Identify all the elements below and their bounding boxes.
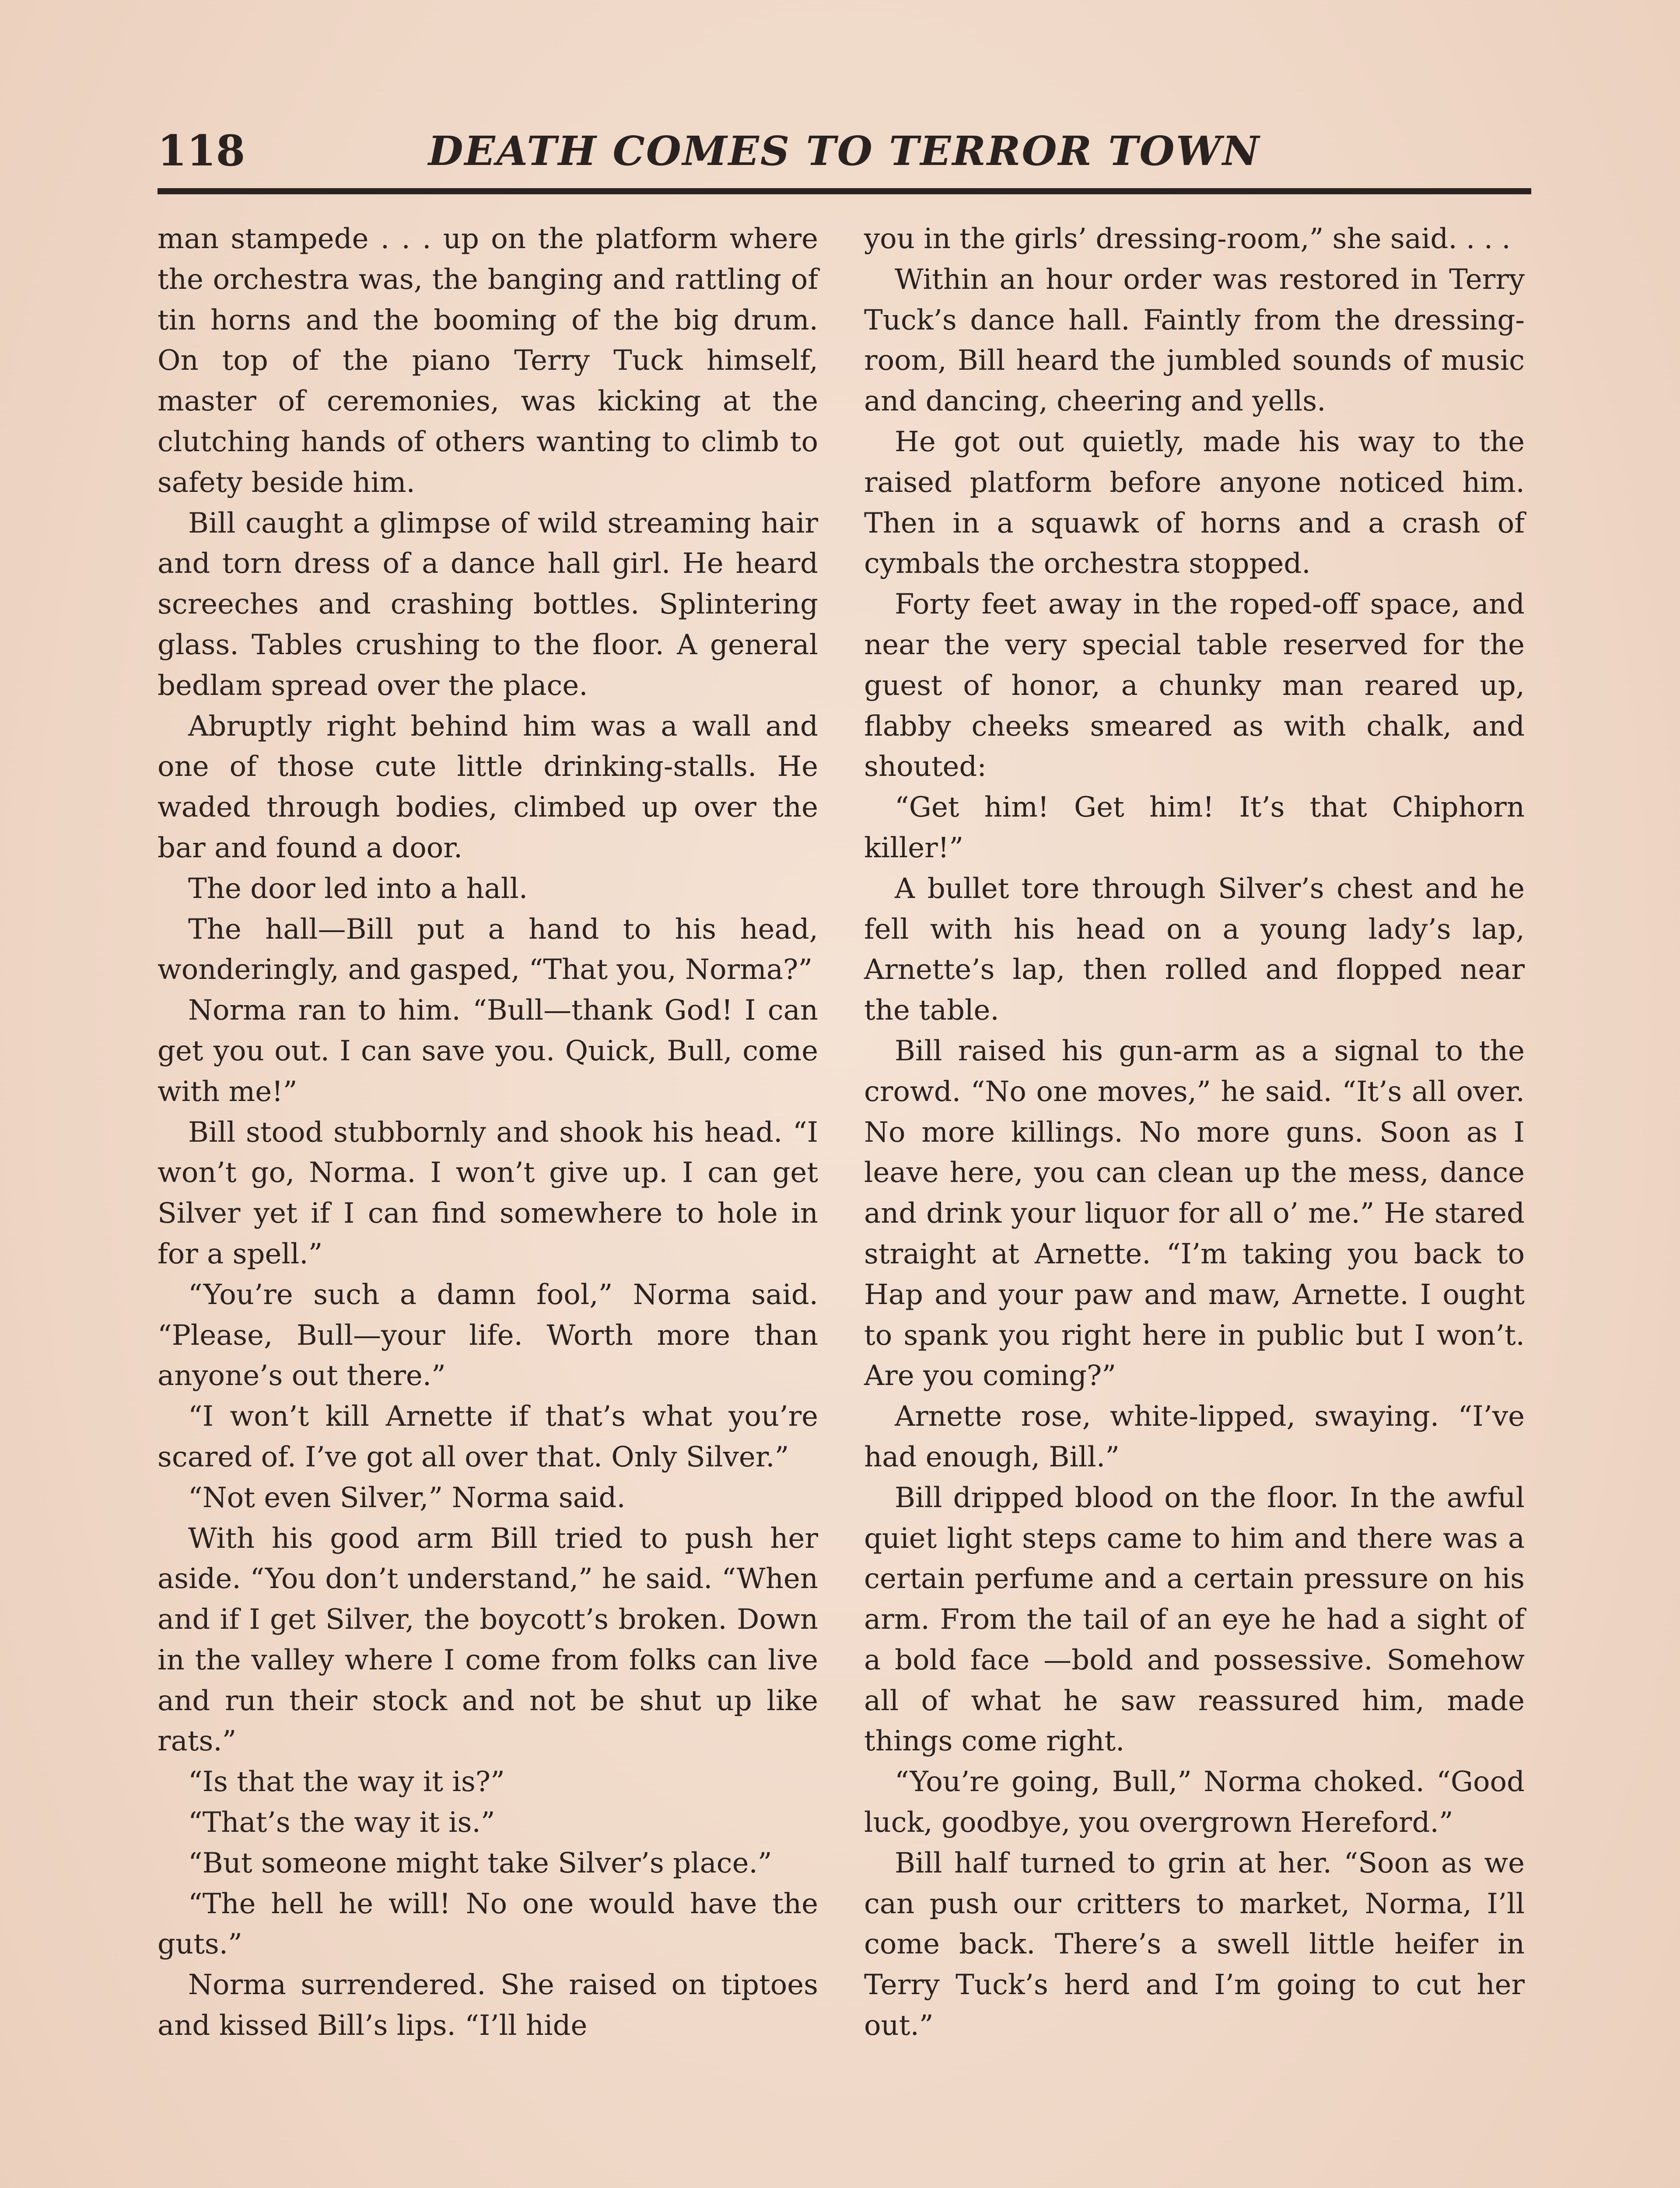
paragraph: “You’re such a damn fool,” Norma said. “Please, Bull—your life. Worth more than anyone’s out there.” bbox=[158, 1278, 818, 1392]
paragraph: He got out quietly, made his way to the raised platform before anyone noticed him. Then in a squawk of horns and a crash of cymbals the orchestra stopped. bbox=[864, 425, 1525, 580]
paragraph: “The hell he will! No one would have the guts.” bbox=[158, 1887, 818, 1961]
paragraph: Within an hour order was restored in Terry Tuck’s dance hall. Faintly from the dressing-room, Bill heard the jumbled sounds of music and dancing, cheering and yells. bbox=[864, 263, 1525, 418]
right-column bbox=[864, 219, 1525, 2046]
paragraph: “I won’t kill Arnette if that’s what you’re scared of. I’ve got all over that. Only Silver.” bbox=[158, 1400, 818, 1473]
paragraph: A bullet tore through Silver’s chest and he fell with his head on a young lady’s lap, Arnette’s lap, then rolled and flopped near the table. bbox=[864, 872, 1525, 1027]
paragraph: Abruptly right behind him was a wall and one of those cute little drinking-stalls. He waded through bodies, climbed up over the bar and found a door. bbox=[158, 710, 818, 864]
paragraph: “Not even Silver,” Norma said. bbox=[188, 1481, 626, 1514]
paragraph: Forty feet away in the roped-off space, and near the very special table reserved for the guest of honor, a chunky man reared up, flabby cheeks smeared as with chalk, and shouted: bbox=[864, 588, 1525, 783]
running-title: DEATH COMES TO TERROR TOWN bbox=[428, 127, 1261, 175]
paragraph: Norma surrendered. She raised on tiptoes and kissed Bill’s lips. “I’ll hide bbox=[158, 1969, 818, 2042]
paragraph: Bill half turned to grin at her. “Soon as we can push our critters to market, Norma, I’ll come back. There’s a swell little heifer in Terry Tuck’s herd and I’m going to cut her out.” bbox=[864, 1847, 1525, 2042]
paragraph: The door led into a hall. bbox=[188, 872, 528, 905]
paragraph: Norma ran to him. “Bull—thank God! I can get you out. I can save you. Quick, Bull, come with me!” bbox=[158, 994, 818, 1108]
paragraph: “You’re going, Bull,” Norma choked. “Good luck, goodbye, you overgrown Hereford.” bbox=[864, 1766, 1525, 1839]
paragraph: “That’s the way it is.” bbox=[188, 1806, 495, 1839]
paragraph: Bill dripped blood on the floor. In the awful quiet light steps came to him and there was a certain perfume and a certain pressure on his arm. From the tail of an eye he had a sight of a bold face —bold and possessive. Somehow all of what he saw reassured him, made things come right. bbox=[864, 1481, 1525, 1758]
paragraph: man stampede . . . up on the platform where the orchestra was, the banging and rattling of tin horns and the booming of the big drum. On top of the piano Terry Tuck himself, master of ceremonies, was kicking at the clutching hands of others wanting to climb to safety beside him. bbox=[158, 223, 818, 499]
paragraph: Bill stood stubbornly and shook his head. “I won’t go, Norma. I won’t give up. I can get Silver yet if I can find somewhere to hole in for a spell.” bbox=[158, 1116, 818, 1270]
page-number: 118 bbox=[158, 126, 245, 175]
left-column bbox=[158, 219, 818, 2046]
paragraph: you in the girls’ dressing-room,” she said. . . . bbox=[864, 223, 1511, 255]
paragraph: Bill raised his gun-arm as a signal to the crowd. “No one moves,” he said. “It’s all over. No more killings. No more guns. Soon as I leave here, you can clean up the mess, dance and drink your liquor for all o’ me.” He stared straight at Arnette. “I’m taking you back to Hap and your paw and maw, Arnette. I ought to spank you right here in public but I won’t. Are you coming?” bbox=[864, 1034, 1525, 1392]
paragraph: “But someone might take Silver’s place.” bbox=[188, 1847, 772, 1879]
paragraph: Bill caught a glimpse of wild streaming hair and torn dress of a dance hall girl. He heard screeches and crashing bottles. Splintering glass. Tables crushing to the floor. A general bedlam spread over the place. bbox=[158, 507, 818, 702]
paragraph: The hall—Bill put a hand to his head, wonderingly, and gasped, “That you, Norma?” bbox=[158, 913, 818, 986]
paragraph: “Get him! Get him! It’s that Chiphorn killer!” bbox=[864, 791, 1525, 864]
paragraph: Arnette rose, white-lipped, swaying. “I’ve had enough, Bill.” bbox=[864, 1400, 1525, 1473]
page-header bbox=[158, 123, 1531, 194]
paragraph: “Is that the way it is?” bbox=[188, 1766, 505, 1799]
paragraph: With his good arm Bill tried to push her aside. “You don’t understand,” he said. “When and if I get Silver, the boycott’s broken. Down in the valley where I come from folks can live and run their stock and not be shut up like rats.” bbox=[158, 1522, 818, 1758]
